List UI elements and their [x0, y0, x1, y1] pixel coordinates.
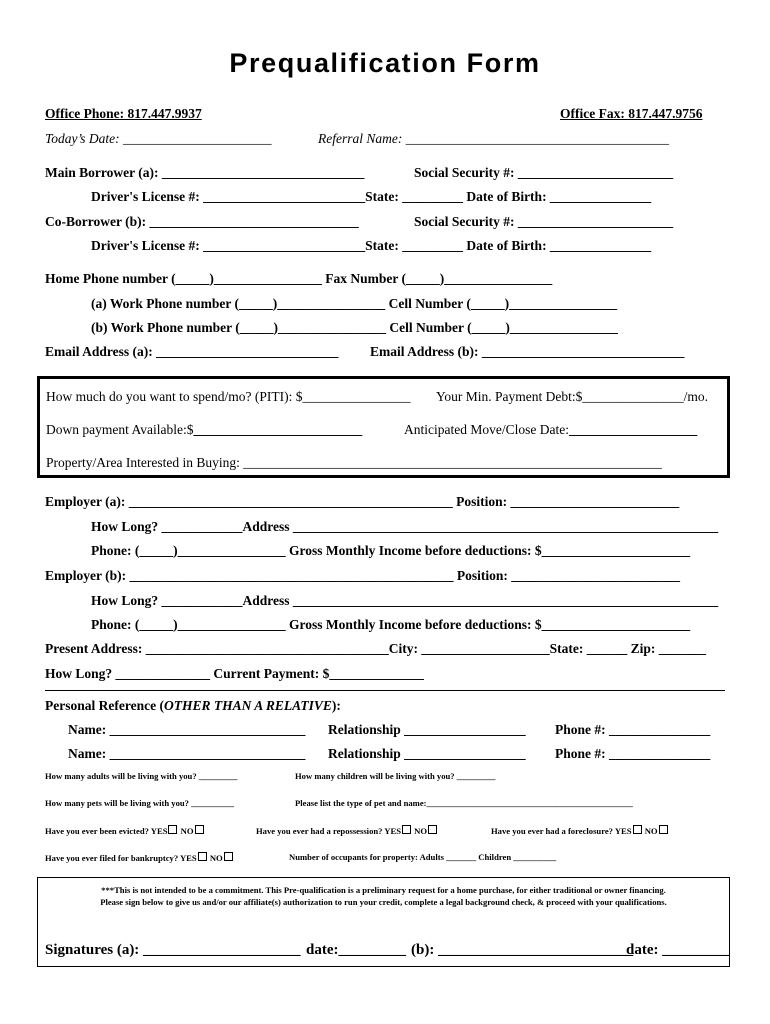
home-phone-row[interactable]: Home Phone number (_____)________________ Fax Number (_____)________________: [45, 271, 553, 286]
how-long-current-payment-row[interactable]: How Long? ______________ Current Payment: $______________: [45, 666, 424, 681]
reference-phone-1[interactable]: Phone #: _______________: [555, 722, 711, 737]
min-payment-debt-field[interactable]: Your Min. Payment Debt:$_______________/mo.: [436, 389, 709, 404]
foreclosure-yes-checkbox[interactable]: [633, 825, 642, 834]
repossession-yes-checkbox[interactable]: [402, 825, 411, 834]
anticipated-move-date-field[interactable]: [404, 422, 697, 438]
down-payment-field[interactable]: [46, 422, 362, 438]
down-payment-label: Down payment Available:$: [46, 422, 194, 437]
bankruptcy-yes-label: YES: [179, 853, 197, 863]
reference-relationship-2[interactable]: Relationship __________________: [328, 746, 526, 761]
employer-b-row[interactable]: Employer (b): ________________________________________________ Position: _________________________: [45, 568, 680, 583]
reference-heading-emph: OTHER THAN A RELATIVE: [163, 698, 332, 713]
evicted-yes-checkbox[interactable]: [168, 825, 177, 834]
disclaimer-line-2: Please sign below to give us and/or our affiliate(s) authorization to run your credit, complete a legal background check, & proceed with your qualifications.: [100, 897, 667, 907]
page-title: Prequalification Form: [229, 48, 541, 78]
repossession-no-checkbox[interactable]: [428, 825, 437, 834]
occupants-field[interactable]: Number of occupants for property: Adults _______ Children __________: [289, 852, 557, 862]
co-ssn-field[interactable]: Social Security #: _______________________: [414, 214, 674, 229]
repossession-question: [256, 825, 438, 837]
foreclosure-no-label: NO: [644, 826, 658, 836]
evicted-yes-label: YES: [150, 826, 168, 836]
main-drivers-license-row[interactable]: Driver's License #: ________________________State: _________ Date of Birth: _______________: [91, 189, 652, 204]
personal-reference-heading: [45, 698, 341, 714]
email-a-field[interactable]: Email Address (a): ___________________________: [45, 344, 339, 359]
foreclosure-yes-label: YES: [614, 826, 632, 836]
signature-b-field[interactable]: (b): __________________________: [411, 942, 634, 958]
foreclosure-question: [491, 825, 669, 837]
how-long-address-b-row[interactable]: How Long? ____________Address _______________________________________________________________: [91, 593, 719, 608]
phone-income-a-row[interactable]: Phone: (_____)________________ Gross Monthly Income before deductions: $______________________: [91, 543, 691, 558]
bankruptcy-no-label: NO: [209, 853, 223, 863]
anticipated-move-line: ___________________: [568, 422, 698, 437]
reference-relationship-1[interactable]: Relationship __________________: [328, 722, 526, 737]
foreclosure-no-checkbox[interactable]: [659, 825, 668, 834]
work-phone-a-row[interactable]: (a) Work Phone number (_____)________________ Cell Number (_____)________________: [91, 296, 618, 311]
bankruptcy-question: [45, 852, 234, 864]
evicted-label: Have you ever been evicted?: [45, 826, 149, 836]
employer-a-row[interactable]: Employer (a): ________________________________________________ Position: _________________________: [45, 494, 680, 509]
adults-count-field[interactable]: How many adults will be living with you? _________: [45, 771, 238, 781]
property-area-field[interactable]: Property/Area Interested in Buying: ______________________________________________________________: [46, 455, 662, 470]
bankruptcy-yes-checkbox[interactable]: [198, 852, 207, 861]
work-phone-b-row[interactable]: (b) Work Phone number (_____)________________ Cell Number (_____)________________: [91, 320, 618, 335]
spend-per-month-field[interactable]: How much do you want to spend/mo? (PITI): $________________: [46, 389, 411, 404]
pets-count-field[interactable]: How many pets will be living with you? __________: [45, 798, 235, 808]
disclaimer-line-1: ***This is not intended to be a commitment. This Pre-qualification is a preliminary request for a home purchase, for either traditional or owner financing.: [101, 885, 666, 895]
disclaimer-box: [37, 877, 730, 967]
repossession-no-label: NO: [414, 826, 428, 836]
bankruptcy-no-checkbox[interactable]: [224, 852, 233, 861]
present-address-row[interactable]: Present Address: ____________________________________City: ___________________State: ______ Zip: _______: [45, 641, 706, 656]
main-ssn-field[interactable]: Social Security #: _______________________: [414, 165, 674, 180]
todays-date-field[interactable]: Today’s Date: ______________________: [45, 131, 272, 146]
pet-type-field[interactable]: Please list the type of pet and name:________________________________________________: [295, 798, 633, 808]
how-long-address-a-row[interactable]: How Long? ____________Address _______________________________________________________________: [91, 519, 719, 534]
co-borrower-field[interactable]: Co-Borrower (b): _______________________________: [45, 214, 359, 229]
office-phone: Office Phone: 817.447.9937: [45, 106, 202, 121]
main-borrower-field[interactable]: Main Borrower (a): ______________________________: [45, 165, 365, 180]
office-fax: Office Fax: 817.447.9756: [560, 106, 703, 121]
co-drivers-license-row[interactable]: Driver's License #: ________________________State: _________ Date of Birth: _______________: [91, 238, 652, 253]
reference-heading-prefix: Personal Reference (: [45, 698, 164, 713]
evicted-no-checkbox[interactable]: [195, 825, 204, 834]
down-payment-line: _________________________: [193, 422, 363, 437]
repossession-label: Have you ever had a repossession?: [256, 826, 383, 836]
reference-heading-suffix: ):: [331, 698, 341, 713]
foreclosure-label: Have you ever had a foreclosure?: [491, 826, 613, 836]
referral-name-field[interactable]: Referral Name: _______________________________________: [318, 131, 669, 146]
reference-name-2[interactable]: Name: _____________________________: [68, 746, 306, 761]
signature-a-date-field[interactable]: date:_________: [306, 942, 406, 958]
signature-a-field[interactable]: Signatures (a): _____________________: [45, 942, 301, 958]
children-count-field[interactable]: How many children will be living with you? _________: [295, 771, 496, 781]
signature-b-date-field[interactable]: date: _________: [626, 942, 730, 958]
email-b-field[interactable]: Email Address (b): ______________________________: [370, 344, 685, 359]
evicted-question: [45, 825, 205, 837]
section-divider: [45, 690, 725, 691]
reference-phone-2[interactable]: Phone #: _______________: [555, 746, 711, 761]
reference-name-1[interactable]: Name: _____________________________: [68, 722, 306, 737]
anticipated-move-label: Anticipated Move/Close Date:: [404, 422, 569, 437]
phone-income-b-row[interactable]: Phone: (_____)________________ Gross Monthly Income before deductions: $______________________: [91, 617, 691, 632]
repossession-yes-label: YES: [384, 826, 402, 836]
bankruptcy-label: Have you ever filed for bankruptcy?: [45, 853, 179, 863]
evicted-no-label: NO: [180, 826, 194, 836]
